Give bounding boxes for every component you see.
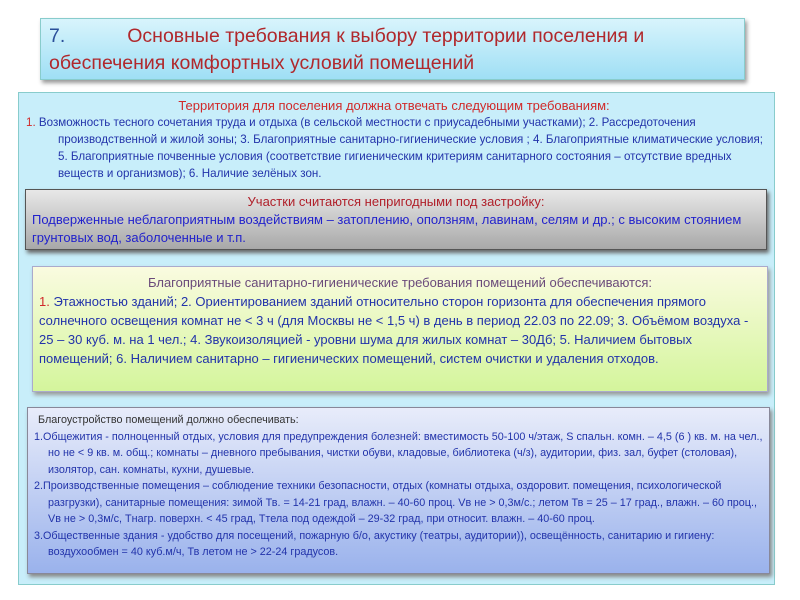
- sanitary-text: [39, 292, 761, 368]
- sanitary-heading: Благоприятные санитарно-гигиенические требования помещений обеспечиваются:: [147, 275, 653, 290]
- list-number: 1.: [39, 294, 50, 309]
- territory-body: Возможность тесного сочетания труда и отдыха (в сельской местности с приусадебными участками); 2. Рассредоточения производственной и жилой зоны; 3. Благоприятные санитарно-гигиенические условия ; 4. Благоприятные климатические условия; 5. Благоприятные почвенные условия (соответствие гигиеническим критериям санитарного состояния – отсутствие вредных веществ и организмов); 6. Наличие зелёных зон.: [35, 116, 764, 180]
- improvement-box: [27, 407, 770, 574]
- slide-title: [40, 18, 745, 80]
- unsuitable-text: Подверженные неблагоприятным воздействиям – затоплению, оползням, лавинам, селям и др.; с высоким стоянием грунтовых вод, заболоченные и т.п.: [32, 212, 742, 245]
- list-item: 2.Производственные помещения – соблюдение техники безопасности, отдых (комнаты отдыха, оздоровит. помещения, психологической разгрузки), санитарные помещения: зимой Тв. = 14-21 град, влажн. – 40-60 проц. Vв не > 0,3м/с.; летом Тв = 25 – 17 град., влажн. – 60 проц., Vв не > 0,3м/с, Тнагр. поверхн. < 45 град, Ттела под одеждой – 29-32 град, при относит. влажн. – 40-60 проц.: [34, 480, 757, 525]
- sanitary-requirements-box: [32, 266, 768, 392]
- list-number: 1.: [26, 116, 36, 129]
- territory-heading: Территория для поселения должна отвечать следующим требованиям:: [178, 98, 610, 113]
- improvement-heading: Благоустройство помещений должно обеспечивать:: [38, 414, 299, 426]
- title-number: 7.: [49, 25, 66, 47]
- title-text: Основные требования к выбору территории поселения и обеспечения комфортных условий помещений: [49, 25, 645, 74]
- list-item: 1.Общежития - полноценный отдых, условия для предупреждения болезней: вместимость 50-100 ч/этаж, S спальн. комн. – 4,5 (6 ) кв. м. на чел., но не < 9 кв. м. общ.; комнаты – дневного пребывания, чистки обуви, кладовые, библиотека (ч/з), аудитории, физ. зал, буфет (столовая), изолятор, сан. комнаты, кухни, душевые.: [34, 430, 763, 476]
- list-item: 3.Общественные здания - удобство для посещений, пожарную б/о, акустику (театры, аудитории)), освещённость, санитарию и гигиену: воздухообмен = 40 куб.м/ч, Тв летом не > 22-24 градусов.: [34, 529, 715, 558]
- unsuitable-sites-box: [25, 189, 767, 250]
- unsuitable-heading: Участки считаются непригодными под застройку:: [247, 194, 545, 209]
- sanitary-body: Этажностью зданий; 2. Ориентированием зданий относительно сторон горизонта для обеспечения прямого солнечного освещения комнат не < 3 ч (для Москвы не < 1,5 ч) в день в период 22.03 по 22.09; 3. Объёмом воздуха - 25 – 30 куб. м. на 1 чел.; 4. Звукоизоляцией - уровни шума для жилых комнат – 30Дб; 5. Наличием бытовых помещений; 6. Наличием санитарно – гигиенических помещений, систем очистки и удаления отходов.: [39, 294, 749, 366]
- territory-requirements: [24, 97, 764, 182]
- territory-text: [24, 114, 764, 182]
